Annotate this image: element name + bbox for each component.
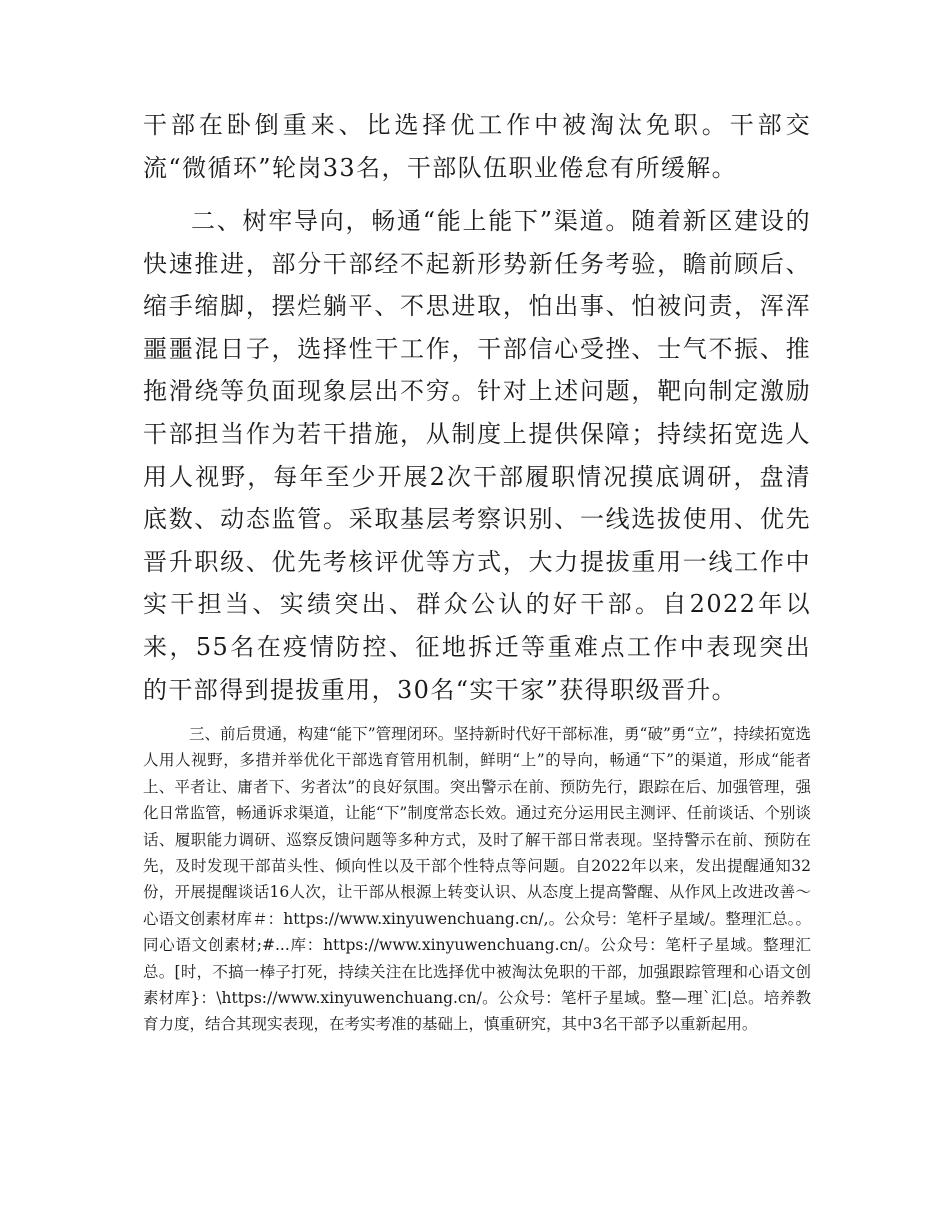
paragraph-2: 二、树牢导向，畅通“能上能下”渠道。随着新区建设的快速推进，部分干部经不起新形势新任务考验，瞻前顾后、缩手缩脚，摆烂躺平、不思进取，怕出事、怕被问责，浑浑噩噩混日子，选择性干工作，干部信心受挫、士气不振、推拖滑绕等负面现象层出不穷。针对上述问题，靶向制定激励干部担当作为若干措施，从制度上提供保障；持续拓宽选人用人视野，每年至少开展2次干部履职情况摸底调研，盘清底数、动态监管。采取基层考察识别、一线选拔使用、优先晋升职级、优先考核评优等方式，大力提拔重用一线工作中实干担当、实绩突出、群众公认的好干部。自2022年以来，55名在疫情防控、征地拆迁等重难点工作中表现突出的干部得到提拔重用，30名“实干家”获得职级晋升。 (143, 207, 811, 704)
paragraph-1: 干部在卧倒重来、比选择优工作中被淘汰免职。干部交流“微循环”轮岗33名，干部队伍职业倦怠有所缓解。 (143, 111, 811, 182)
paragraph-3: 三、前后贯通，构建“能下”管理闭环。坚持新时代好干部标准，勇“破”勇“立”，持续拓宽选人用人视野，多措并举优化干部选育管用机制，鲜明“上”的导向，畅通“下”的渠道，形成“能者上、平者让、庸者下、劣者汰”的良好氛围。突出警示在前、预防先行，跟踪在后、加强管理，强化日常监管，畅通诉求渠道，让能“下”制度常态长效。通过充分运用民主测评、任前谈话、个别谈话、履职能力调研、巡察反馈问题等多种方式，及时了解干部日常表现。坚持警示在前、预防在先，及时发现干部苗头性、倾向性以及干部个性特点等问题。自2022年以来，发出提醒通知32份，开展提醒谈话16人次，让干部从根源上转变认识、从态度上提高警醒、从作风上改进改善～心语文创素材库＃：https://www.xinyuwenchuang.cn/,。公众号：笔杆子星域/。整理汇总。。同心语文创素材;#...库：https://www.xinyuwenchuang.cn/。公众号：笔杆子星域。整理汇总。[时，不搞一棒子打死，持续关注在比选择优中被淘汰免职的干部，加强跟踪管理和心语文创素材库}：\https://www.xinyuwenchuang.cn/。公众号：笔杆子星域。整—理`汇|总。培养教育力度，结合其现实表现，在考实考准的基础上，慎重研究，其中3名干部予以重新起用。 (143, 725, 811, 1034)
